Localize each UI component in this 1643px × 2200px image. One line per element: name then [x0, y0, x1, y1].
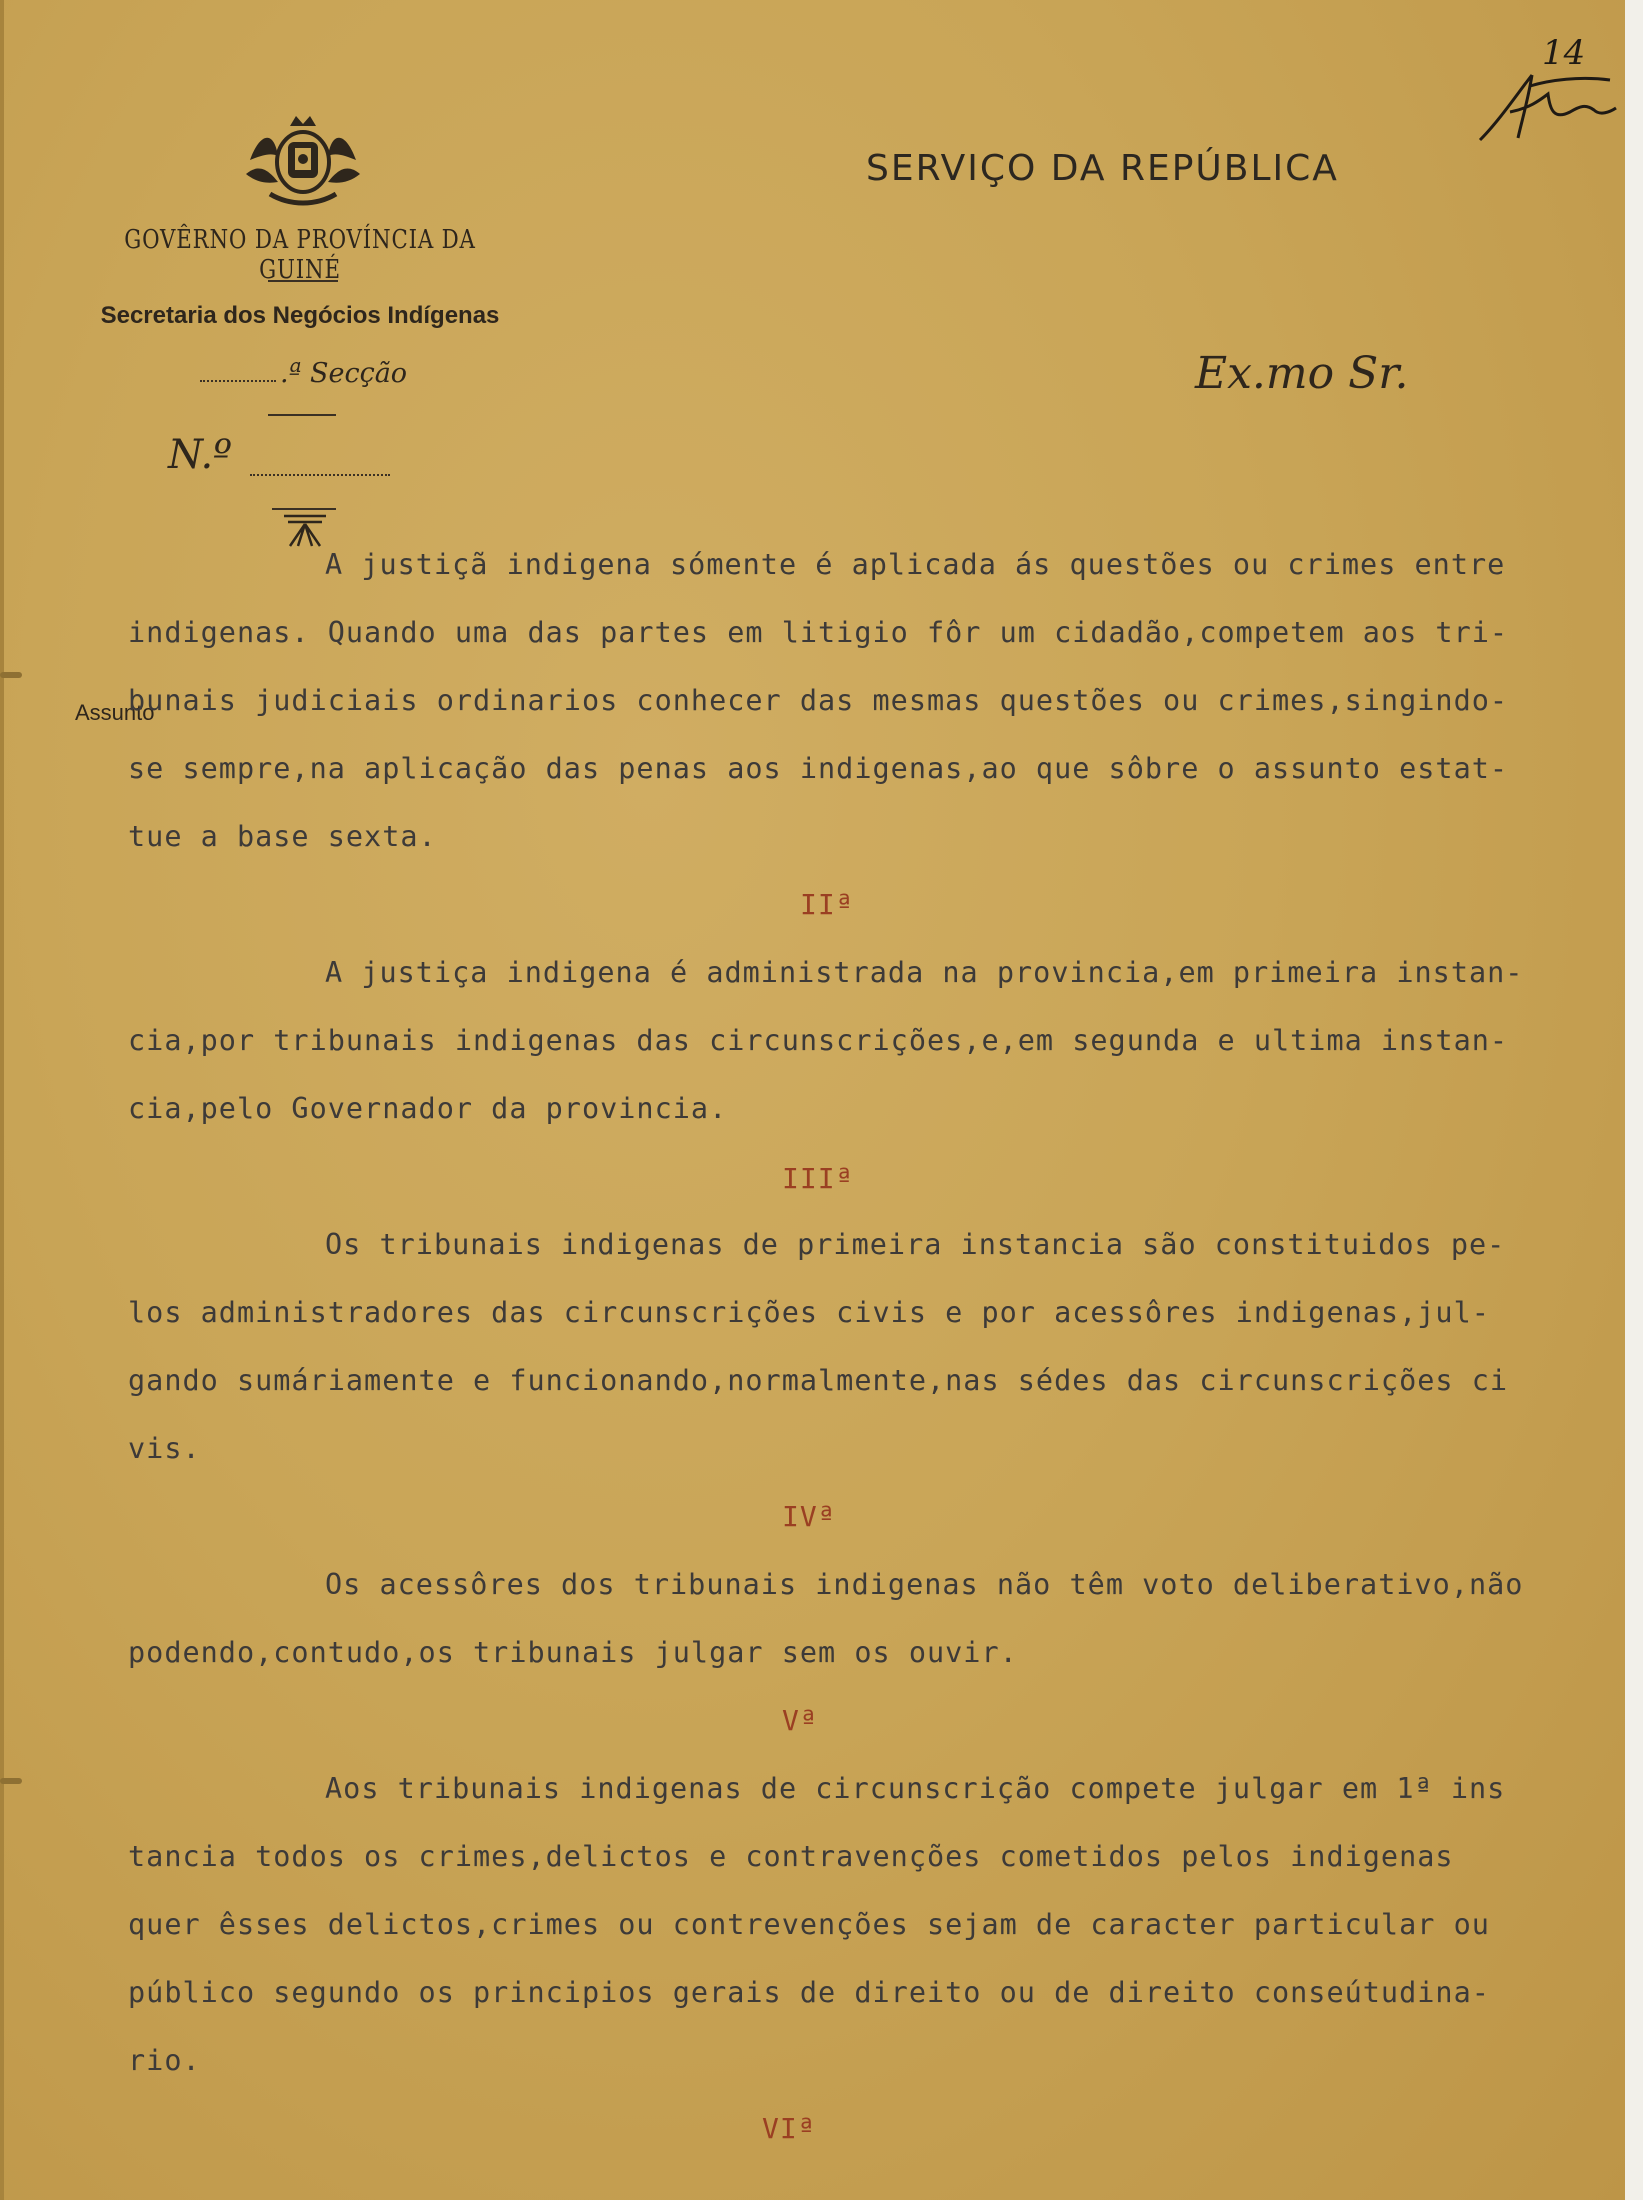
- coat-of-arms-icon: [240, 112, 366, 208]
- paragraph-3-line: vis.: [128, 1432, 201, 1465]
- number-rule: [272, 508, 336, 510]
- paragraph-5-line: público segundo os principios gerais de direito ou de direito conseútudina-: [128, 1976, 1490, 2009]
- paragraph-1-line: se sempre,na aplicação das penas aos indigenas,ao que sôbre o assunto estat-: [128, 752, 1509, 785]
- paragraph-2-line: A justiça indigena é administrada na provincia,em primeira instan-: [325, 956, 1524, 989]
- section-heading-ii: IIª: [800, 888, 854, 921]
- paragraph-4-line: Os acessôres dos tribunais indigenas não têm voto deliberativo,não: [325, 1568, 1524, 1601]
- government-title: GOVÊRNO DA PROVÍNCIA DA GUINÉ: [124, 225, 476, 285]
- number-blank: [250, 474, 390, 476]
- section-heading-v: Vª: [782, 1704, 818, 1737]
- scan-edge: [1625, 0, 1643, 2200]
- paragraph-3-line: los administradores das circunscrições civis e por acessôres indigenas,jul-: [128, 1296, 1490, 1329]
- punch-hole-mark: [0, 672, 22, 678]
- department-name: Secretaria dos Negócios Indígenas: [100, 302, 500, 329]
- section-heading-iv: IVª: [782, 1500, 836, 1533]
- paragraph-5-line: Aos tribunais indigenas de circunscrição compete julgar em 1ª ins: [325, 1772, 1506, 1805]
- paragraph-2-line: cia,pelo Governador da provincia.: [128, 1092, 728, 1125]
- section-number-blank: [200, 380, 276, 382]
- salutation: Ex.mo Sr.: [1195, 348, 1409, 399]
- punch-hole-mark: [0, 1778, 22, 1784]
- paragraph-1-line: bunais judiciais ordinarios conhecer das mesmas questões ou crimes,singindo-: [128, 684, 1509, 717]
- subject-label: Assunto: [75, 700, 155, 725]
- section-heading-iii: IIIª: [782, 1162, 854, 1195]
- paragraph-5-line: rio.: [128, 2044, 201, 2077]
- typed-mark-icon: [280, 512, 330, 548]
- section-label: .ª Secção: [280, 358, 408, 389]
- number-label: N.º: [168, 432, 232, 478]
- paragraph-1-line: A justiçã indigena sómente é aplicada ás questões ou crimes entre: [325, 548, 1506, 581]
- svg-text:14: 14: [1542, 33, 1586, 73]
- paragraph-4-line: podendo,contudo,os tribunais julgar sem os ouvir.: [128, 1636, 1018, 1669]
- paragraph-2-line: cia,por tribunais indigenas das circunscrições,e,em segunda e ultima instan-: [128, 1024, 1509, 1057]
- left-margin-line: [0, 0, 4, 2200]
- paragraph-1-line: tue a base sexta.: [128, 820, 437, 853]
- handwritten-annotation: [1470, 20, 1620, 160]
- section-field: [200, 358, 407, 389]
- paragraph-5-line: tancia todos os crimes,delictos e contravenções cometidos pelos indigenas: [128, 1840, 1454, 1873]
- section-rule: [268, 414, 336, 416]
- paragraph-1-line: indigenas. Quando uma das partes em litigio fôr um cidadão,competem aos tri-: [128, 616, 1509, 649]
- paragraph-5-line: quer êsses delictos,crimes ou contrevenções sejam de caracter particular ou: [128, 1908, 1490, 1941]
- section-heading-vi: VIª: [762, 2112, 816, 2145]
- paragraph-3-line: gando sumáriamente e funcionando,normalmente,nas sédes das circunscrições ci: [128, 1364, 1509, 1397]
- paragraph-3-line: Os tribunais indigenas de primeira instancia são constituidos pe-: [325, 1228, 1506, 1261]
- service-heading: SERVIÇO DA REPÚBLICA: [866, 148, 1339, 189]
